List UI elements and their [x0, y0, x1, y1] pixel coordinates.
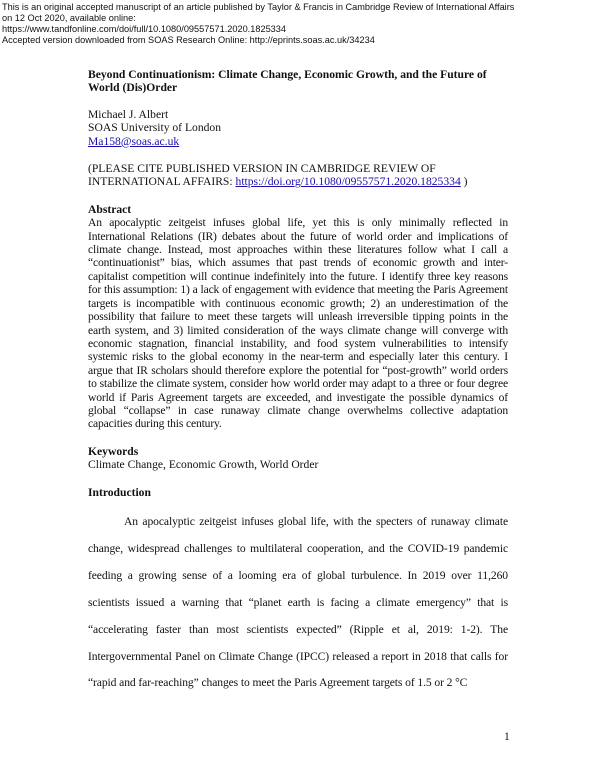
citation-close: ) [460, 175, 468, 189]
keywords-heading: Keywords [88, 444, 139, 458]
abstract-heading: Abstract [88, 202, 132, 216]
manuscript-notice [2, 2, 598, 46]
page-content [88, 68, 508, 697]
author-block [88, 108, 508, 148]
author-affiliation: SOAS University of London [88, 121, 222, 135]
citation-text: (PLEASE CITE PUBLISHED VERSION IN CAMBRIDGE REVIEW OF INTERNATIONAL AFFAIRS: [88, 162, 436, 189]
introduction-text: An apocalyptic zeitgeist infuses global life, with the specters of runaway climate change, widespread challenges to multilateral cooperation, and the COVID-19 pandemic feeding a growing sense of a looming era of global turbulence. In 2019 over 11,260 scientists issued a warning that “planet earth is facing a climate emergency” that is “accelerating faster than most scientists expected” (Ripple et al, 2019: 1-2). The Intergovernmental Panel on Climate Change (IPCC) released a report in 2018 that calls for “rapid and far-reaching” changes to meet the Paris Agreement targets of 1.5 or 2 °C [88, 514, 508, 690]
paper-title: Beyond Continuationism: Climate Change, Economic Growth, and the Future of World (Dis)Order [88, 68, 487, 95]
keywords-text: Climate Change, Economic Growth, World Order [88, 458, 319, 472]
notice-url[interactable]: https://www.tandfonline.com/doi/full/10.1080/09557571.2020.1825334 [2, 24, 287, 34]
abstract-text: An apocalyptic zeitgeist infuses global life, yet this is only minimally reflected in International Relations (IR) debates about the future of world order and implications of climate change. Instead, most approaches within these literatures follow what I call a “continuationist” bias, which assumes that past trends of economic growth and inter-capitalist competition will continue indefinitely into the future. I identify three key reasons for this assumption: 1) a lack of engagement with evidence that meeting the Paris Agreement targets is incompatible with continuous economic growth; 2) an underestimation of the possibility that failure to meet these targets will unleash irreversible tipping points in the earth system, and 3) limited consideration of the ways climate change will converge with economic stagnation, financial instability, and food system vulnerabilities to intensify systemic risks to the global economy in the near-term and especially later this century. I argue that IR scholars should therefore explore the potential for “post-growth” world orders to stabilize the climate system, consider how world order may adapt to a three or four degree world if Paris Agreement targets are exceeded, and investigate the possible dynamics of global “collapse” in case runaway climate change overwhelms collective adaptation capacities during this century. [88, 216, 508, 431]
citation-note [88, 162, 508, 189]
notice-line: on 12 Oct 2020, available online: [2, 13, 136, 23]
author-email-link[interactable]: Ma158@soas.ac.uk [88, 134, 180, 148]
notice-line: This is an original accepted manuscript of an article published by Taylor & Francis in Cambridge Review of International Affairs [2, 2, 515, 12]
page-number: 1 [504, 730, 510, 743]
introduction-heading: Introduction [88, 485, 151, 499]
doi-link[interactable]: https://doi.org/10.1080/09557571.2020.1825334 [235, 175, 461, 189]
author-name: Michael J. Albert [88, 107, 169, 121]
notice-line: Accepted version downloaded from SOAS Research Online: http://eprints.soas.ac.uk/34234 [2, 35, 375, 45]
